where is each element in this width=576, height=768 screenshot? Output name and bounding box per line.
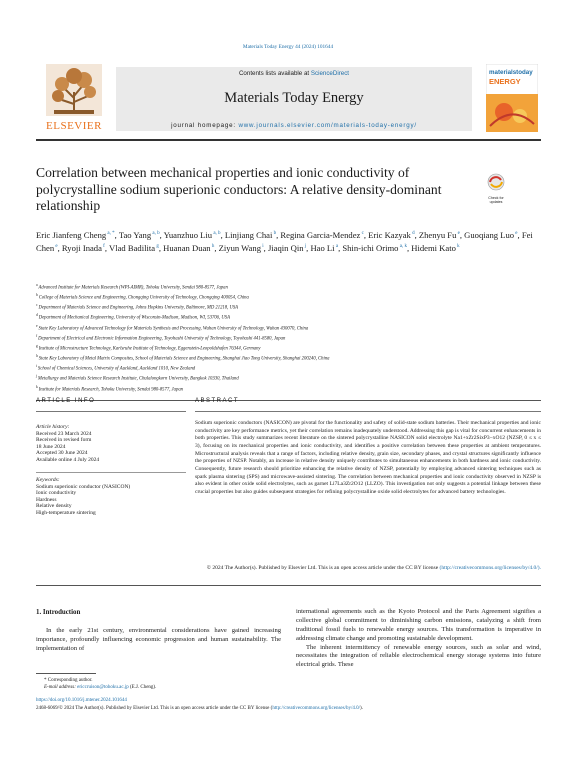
keywords-rule	[36, 472, 186, 473]
page-footer: https://doi.org/10.1016/j.mtener.2024.101644 2468-6069/© 2024 The Author(s). Published by Elsevier Ltd. This is an open access article under the CC BY license (http://creativecommons.org/licenses/by/4.0/).	[36, 697, 541, 714]
journal-cover[interactable]	[486, 64, 538, 132]
author-name[interactable]: Tao Yang $^{a, b}$	[118, 229, 160, 240]
corresponding-footnote: * Corresponding author. E-mail address: ericcruison@tohoku.ac.jp (E.J. Cheng).	[44, 678, 157, 690]
footer-license-link[interactable]: http://creativecommons.org/licenses/by/4.0/	[272, 706, 360, 712]
author-name[interactable]: Huanan Duan $^h$	[163, 243, 215, 254]
author-name[interactable]: Shin-ichi Orimo $^{a, k}$	[342, 243, 407, 254]
homepage-line: journal homepage: www.journals.elsevier.com/materials-today-energy/	[171, 122, 417, 129]
author-name[interactable]: Ryoji Inada $^f$	[61, 243, 105, 254]
publisher-name: ELSEVIER	[46, 120, 102, 132]
article-info-rule	[36, 411, 186, 412]
author-name[interactable]: Hao Li $^a$	[310, 243, 339, 254]
author-name[interactable]: Jiaqin Qin $^j$	[267, 243, 307, 254]
affiliation-item: $^f$ Department of Electrical and Electronic Information Engineering, Toyohashi University of Technology, Toyohashi 441-8580, Japan	[36, 333, 286, 342]
author-affiliation-marker[interactable]: g	[155, 244, 159, 250]
author-name[interactable]: Vlad Badilita $^g$	[109, 243, 159, 254]
check-updates-icon	[484, 173, 508, 191]
keyword: Ionic conductivity	[36, 490, 77, 497]
author-name[interactable]: Guoqiang Luo $^e$	[464, 229, 518, 240]
license-link[interactable]: (http://creativecommons.org/licenses/by/4.0/).	[439, 565, 541, 571]
keyword: High-temperature sintering	[36, 509, 96, 516]
affiliation-item: $^a$ Advanced Institute for Materials Research (WPI-AIMR), Tohoku University, Sendai 980-8577, Japan	[36, 283, 228, 291]
affiliation-item: $^e$ State Key Laboratory of Advanced Technology for Materials Synthesis and Processing, Wuhan University of Technology, Wuhan 430070, China	[36, 323, 309, 332]
author-affiliation-marker[interactable]: a	[334, 244, 339, 250]
abstract-heading: ABSTRACT	[195, 398, 240, 404]
history-item: Received 23 March 2024	[36, 430, 92, 437]
affiliation-item: $^k$ Institute for Materials Research, Tohoku University, Sendai 980-8577, Japan	[36, 384, 184, 393]
author-affiliation-marker[interactable]: d	[410, 231, 415, 236]
elsevier-logo[interactable]	[36, 62, 112, 134]
abstract-rule	[195, 411, 541, 412]
email-link[interactable]: ericcruison@tohoku.ac.jp	[77, 685, 129, 690]
author-affiliation-marker[interactable]: h	[210, 244, 215, 250]
check-updates-label-1: Check for	[488, 196, 504, 200]
author-name[interactable]: Yuanzhuo Liu $^{a, b}$	[163, 229, 221, 240]
author-affiliation-marker[interactable]: e	[54, 244, 58, 250]
keyword: Relative density	[36, 503, 72, 510]
author-affiliation-marker[interactable]: e	[514, 231, 518, 236]
author-affiliation-marker[interactable]: k	[455, 244, 460, 250]
keywords	[36, 477, 186, 517]
author-name[interactable]: Eric Jianfeng Cheng $^{a, *}$	[36, 229, 115, 240]
affiliation-item: $^h$ State Key Laboratory of Metal Matrix Composites, School of Materials Science and Engineering, Shanghai Jiao Tong University, Shanghai 200240, China	[36, 354, 330, 362]
check-for-updates-badge[interactable]	[484, 173, 508, 203]
author-name[interactable]: Zhenyu Fu $^e$	[418, 229, 460, 240]
author-affiliation-marker[interactable]: e	[456, 231, 460, 236]
author-affiliation-marker[interactable]: a, *	[106, 231, 115, 236]
keywords-label: Keywords:	[36, 477, 60, 483]
info-top-rule	[36, 400, 541, 401]
affiliation-item: $^g$ Institute of Microstructure Technology, Karlsruhe Institute of Technology, Eggenstein-Leopoldshafen 76344, Germany	[36, 343, 261, 352]
license-statement: © 2024 The Author(s). Published by Elsevier Ltd. This is an open access article under the CC BY license (http://creativecommons.org/licenses/by/4.0/).	[206, 565, 541, 571]
body-paragraph: international agreements such as the Kyoto Protocol and the Paris Agreement signifies a collective global commitment to diminishing carbon emissions, catalyzing a shift from traditional fossil fuels to renewable energy sources. This transformation is imperative in addressing climate change and promoting sustainable development. The inherent intermittency of renewable energy sources, such as solar and wind, necessitates the integration of reliable electrochemical energy storage systems into future electrical grids. These	[296, 608, 541, 669]
author-affiliation-marker[interactable]: j	[303, 244, 307, 250]
cover-title: materialstoday	[489, 69, 533, 76]
keyword: Hardness	[36, 496, 57, 503]
body-paragraph: In the early 21st century, environmental considerations have gained increasing importance, profoundly influencing economic progression and human sustainability. The implementation of	[36, 627, 281, 652]
article-info-heading: ARTICLE INFO	[36, 398, 96, 404]
history-item: Accepted 30 June 2024	[36, 450, 88, 457]
section-heading: 1. Introduction	[36, 609, 81, 616]
affiliation-item: $^d$ Department of Mechanical Engineering, University of Wisconsin-Madison, Madison, WI, 53706, USA	[36, 313, 230, 322]
author-name[interactable]: Eric Kazyak $^d$	[368, 229, 415, 240]
author-name[interactable]: Regina Garcia-Mendez $^c$	[280, 229, 364, 240]
footnote-rule	[36, 673, 96, 674]
affiliation-item: $^j$ Metallurgy and Materials Science Research Institute, Chulalongkorn University, Bangkok 10330, Thailand	[36, 374, 239, 382]
affiliation-item: $^c$ Department of Materials Science and Engineering, Johns Hopkins University, Baltimore, MD 21218, USA	[36, 303, 239, 311]
article-title: Correlation between mechanical properties and ionic conductivity of polycrystalline sodium superionic conductors: A relative density-dominant relationship	[36, 165, 442, 214]
homepage-link[interactable]: www.journals.elsevier.com/materials-today-energy/	[238, 122, 417, 129]
keyword: Sodium superionic conductor (NASICON)	[36, 483, 131, 490]
sciencedirect-link[interactable]: ScienceDirect	[310, 70, 350, 77]
author-name[interactable]: Hidemi Kato $^k$	[411, 243, 460, 254]
history-item: Available online 4 July 2024	[36, 456, 100, 463]
author-list: Eric Jianfeng Cheng $^{a, *}$, Tao Yang $^{a, b}$, Yuanzhuo Liu $^{a, b}$, Linjiang Chai $^b$, Regina Garcia-Mendez $^c$, Eric Kazyak $^d$, Zhenyu Fu $^e$, Guoqiang Luo $^e$, Fei Chen $^e$, Ryoji Inada $^f$, Vlad Badilita $^g$, Huanan Duan $^h$, Ziyun Wang $^i$, Jiaqin Qin $^j$, Hao Li $^a$, Shin-ichi Orimo $^{a, k}$, Hidemi Kato $^k$	[36, 229, 533, 254]
contents-line: Contents lists available at ScienceDirect	[238, 70, 350, 77]
affiliation-list	[36, 282, 541, 394]
author-name[interactable]: Ziyun Wang $^i$	[218, 243, 264, 254]
check-updates-label-2: updates	[489, 200, 503, 205]
author-name[interactable]: Linjiang Chai $^b$	[224, 229, 277, 240]
history-item: Received in revised form	[36, 437, 92, 444]
abstract-text: Sodium superionic conductors (NASICON) are pivotal for the functionality and safety of solid-state sodium batteries. Their mechanical properties and ionic conductivity are key performance metrics, yet their correlation remains inadequately understood. Addressing this gap is vital for concurrent enhancements in both properties. This study summarizes recent literature on the sintered polycrystalline NASICON solid electrolyte Na1+xZr2SixP3−xO12 (NZSP, 0 ≤ x ≤ 3), focusing on its mechanical properties and ionic conductivity, and identifies a positive correlation between these properties at ambient temperatures. Microstructural analysis reveals that a range of factors, including relative density, grain size, secondary phases, and crystal structures significantly influence the properties of NZSP. Notably, an increase in relative density uniquely contributes to simultaneous enhancements in both hardness and ionic conductivity. Consequently, future research should prioritize enhancing the relative density of NZSP, potentially by employing advanced sintering techniques such as spark plasma sintering (SPS) and microwave-assisted sintering. The correlation between mechanical properties and ionic conductivity observed in NZSP is also evident in other oxide solid electrolytes, such as garnet Li7La3Zr2O12 (LLZO). This investigation not only suggests a potential linkage between these crucial properties but also guides subsequent strategies for refining polycrystalline oxide solid electrolytes for advanced battery technologies.	[195, 420, 541, 495]
author-affiliation-marker[interactable]: c	[360, 231, 364, 236]
author-affiliation-marker[interactable]: a, b	[151, 231, 160, 236]
author-affiliation-marker[interactable]: a, k	[398, 244, 407, 250]
history-label: Article history:	[36, 424, 70, 430]
affiliation-item: $^i$ School of Chemical Sciences, University of Auckland, Auckland 1010, New Zealand	[36, 364, 196, 372]
journal-citation[interactable]: Materials Today Energy 44 (2024) 101644	[242, 44, 334, 50]
author-name[interactable]: Fei Chen $^e$	[36, 229, 533, 254]
author-affiliation-marker[interactable]: i	[261, 244, 264, 250]
abstract-bottom-rule	[36, 585, 541, 586]
author-affiliation-marker[interactable]: f	[101, 244, 105, 250]
header-rule	[36, 139, 541, 141]
author-affiliation-marker[interactable]: b	[272, 231, 277, 236]
doi-link[interactable]: https://doi.org/10.1016/j.mtener.2024.101644	[36, 698, 127, 703]
author-affiliation-marker[interactable]: a, b	[212, 231, 221, 236]
history-item: 18 June 2024	[36, 443, 66, 450]
affiliation-item: $^b$ College of Materials Science and Engineering, Chongqing University of Technology, Chongqing 400054, China	[36, 293, 249, 301]
cover-subtitle: ENERGY	[489, 77, 521, 86]
journal-name: Materials Today Energy	[224, 90, 364, 106]
article-info	[36, 424, 186, 464]
